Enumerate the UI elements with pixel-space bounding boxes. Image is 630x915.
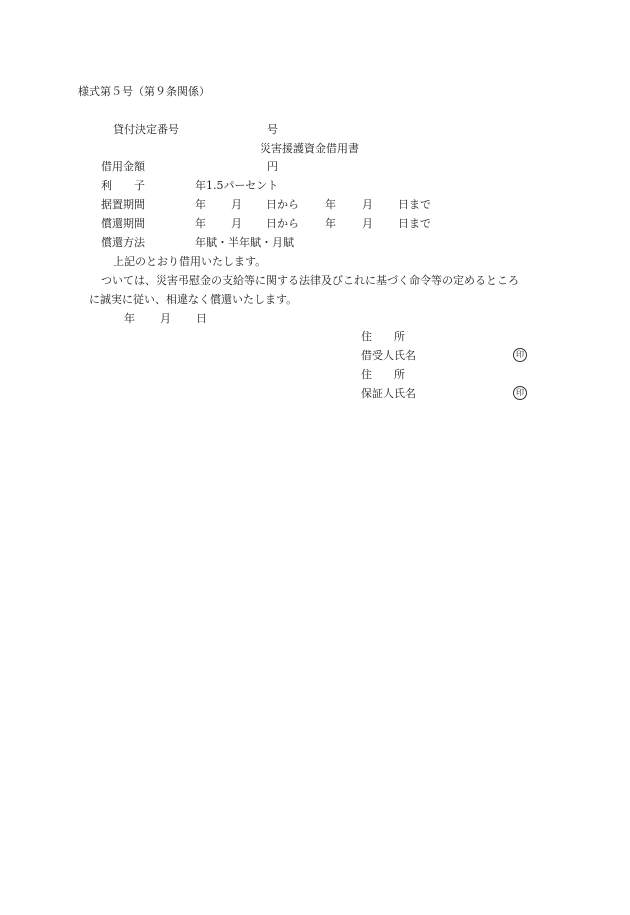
repayment-period-until: 日まで <box>398 217 431 230</box>
form-header: 様式第５号（第９条関係） <box>78 85 210 98</box>
date-day: 日 <box>196 312 207 325</box>
deferment-from: 日から <box>266 198 299 211</box>
statement-line-2: ついては、災害弔慰金の支給等に関する法律及びこれに基づく命令等の定めるところ <box>101 274 519 287</box>
interest-label: 利 子 <box>101 179 145 192</box>
loan-decision-number-suffix: 号 <box>267 123 278 136</box>
interest-value: 年1.5パーセント <box>195 179 279 192</box>
statement-line-1: 上記のとおり借用いたします。 <box>113 255 267 268</box>
repayment-method-value: 年賦・半年賦・月賦 <box>195 236 294 249</box>
repayment-period-from: 日から <box>266 217 299 230</box>
borrower-seal-icon: 印 <box>513 348 527 362</box>
deferment-until: 日まで <box>398 198 431 211</box>
guarantor-address-label: 住 所 <box>361 368 405 381</box>
document-title: 災害援護資金借用書 <box>260 142 359 155</box>
deferment-month2: 月 <box>362 198 373 211</box>
deferment-label: 据置期間 <box>101 198 145 211</box>
loan-decision-number-label: 貸付決定番号 <box>113 123 179 136</box>
date-year: 年 <box>124 312 135 325</box>
guarantor-seal-icon: 印 <box>513 386 527 400</box>
repayment-period-label: 償還期間 <box>101 217 145 230</box>
deferment-month1: 月 <box>231 198 242 211</box>
amount-unit: 円 <box>267 160 278 173</box>
repayment-period-year2: 年 <box>325 217 336 230</box>
deferment-year2: 年 <box>325 198 336 211</box>
statement-line-3: に誠実に従い、相違なく償還いたします。 <box>89 293 298 306</box>
deferment-year1: 年 <box>195 198 206 211</box>
guarantor-name-label: 保証人氏名 <box>361 387 416 400</box>
date-month: 月 <box>160 312 171 325</box>
repayment-period-month1: 月 <box>231 217 242 230</box>
amount-label: 借用金額 <box>101 160 145 173</box>
repayment-method-label: 償還方法 <box>101 236 145 249</box>
repayment-period-month2: 月 <box>362 217 373 230</box>
borrower-address-label: 住 所 <box>361 330 405 343</box>
borrower-name-label: 借受人氏名 <box>361 349 416 362</box>
repayment-period-year1: 年 <box>195 217 206 230</box>
